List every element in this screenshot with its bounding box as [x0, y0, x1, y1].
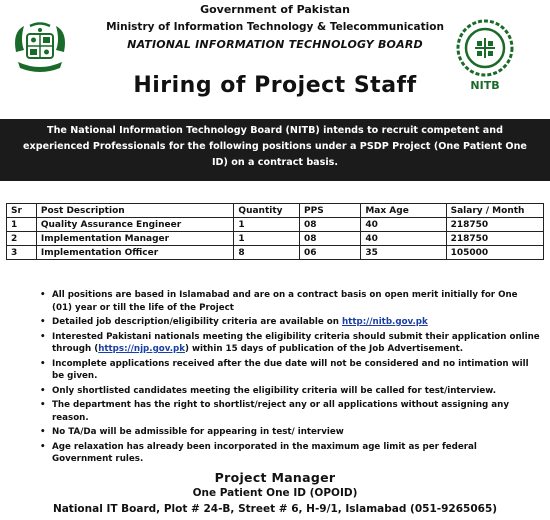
cell-quantity: 8 — [234, 246, 300, 260]
bullet-dot-icon: • — [40, 441, 46, 452]
cell-sr: 2 — [7, 232, 37, 246]
header-pps: PPS — [300, 204, 361, 218]
table-row — [7, 232, 544, 246]
cell-pps: 08 — [300, 232, 361, 246]
project-name: One Patient One ID (OPOID) — [192, 487, 358, 499]
cell-post: Implementation Officer — [36, 246, 234, 260]
footer — [0, 470, 550, 517]
bullet-dot-icon: • — [40, 317, 46, 327]
ministry-line: Ministry of Information Technology & Telecommunication — [106, 21, 444, 33]
cell-sr: 1 — [7, 218, 37, 232]
header-post: Post Description — [36, 204, 234, 218]
cell-sr: 3 — [7, 246, 37, 260]
header-quantity: Quantity — [234, 204, 300, 218]
cell-max-age: 35 — [361, 246, 446, 260]
header-salary: Salary / Month — [446, 204, 543, 218]
cell-salary: 218750 — [446, 232, 543, 246]
list-item: • All positions are based in Islamabad and are on a contract basis on open merit initially for One (01) year or till the life of the Project — [40, 290, 518, 313]
bullet-dot-icon: • — [40, 385, 46, 396]
cell-pps: 08 — [300, 218, 361, 232]
cell-salary: 218750 — [446, 218, 543, 232]
cell-post: Implementation Manager — [36, 232, 234, 246]
list-item: • No TA/Da will be admissible for appearing in test/ interview — [40, 427, 344, 437]
cell-quantity: 1 — [234, 218, 300, 232]
table-row — [7, 218, 544, 232]
contact-address: National IT Board, Plot # 24-B, Street # 6, H-9/1, Islamabad (051-9265065) — [52, 503, 498, 515]
board-name: NATIONAL INFORMATION TECHNOLOGY BOARD — [127, 38, 423, 51]
cell-max-age: 40 — [361, 218, 446, 232]
cell-post: Quality Assurance Engineer — [36, 218, 234, 232]
bullet-dot-icon: • — [40, 427, 46, 437]
intro-paragraph: The National Information Technology Board (NITB) intends to recruit competent and experienced Professionals for the following positions under a PSDP Project (One Patient One ID) on a contract basis. — [0, 119, 550, 181]
cell-max-age: 40 — [361, 232, 446, 246]
list-item: • Incomplete applications received after the due date will not be considered and no intimation will be given. — [40, 358, 529, 381]
list-item: • Detailed job description/eligibility criteria are available on http://nitb.gov.pk — [40, 317, 428, 327]
nitb-website-link[interactable]: http://nitb.gov.pk — [341, 317, 428, 327]
cell-salary: 105000 — [446, 246, 543, 260]
bullet-dot-icon: • — [40, 400, 46, 410]
government-line: Government of Pakistan — [200, 3, 350, 16]
nitb-logo-text: NITB — [470, 79, 500, 92]
bullet-dot-icon: • — [40, 358, 46, 369]
njp-portal-link[interactable]: https://njp.gov.pk — [98, 344, 186, 354]
bullet-dot-icon: • — [40, 331, 46, 342]
list-item: • Interested Pakistani nationals meeting the eligibility criteria should submit their application online through (https://njp.gov.pk) within 15 days of publication of the Job Advertisement. — [40, 331, 540, 354]
terms-list — [40, 289, 540, 468]
bullet-dot-icon: • — [40, 290, 46, 300]
positions-table — [6, 203, 544, 260]
header-sr: Sr — [7, 204, 37, 218]
table-row — [7, 246, 544, 260]
signatory-role: Project Manager — [214, 470, 336, 485]
cell-quantity: 1 — [234, 232, 300, 246]
list-item: • The department has the right to shortlist/reject any or all applications without assigning any reason. — [40, 400, 510, 423]
list-item: • Only shortlisted candidates meeting the eligibility criteria will be called for test/interview. — [40, 385, 497, 396]
page-title: Hiring of Project Staff — [133, 73, 417, 98]
list-item: • Age relaxation has already been incorporated in the maximum age limit as per federal Government rules. — [40, 441, 477, 464]
table-header-row — [7, 204, 544, 218]
cell-pps: 06 — [300, 246, 361, 260]
header-max-age: Max Age — [361, 204, 446, 218]
nitb-logo-icon — [453, 18, 517, 80]
